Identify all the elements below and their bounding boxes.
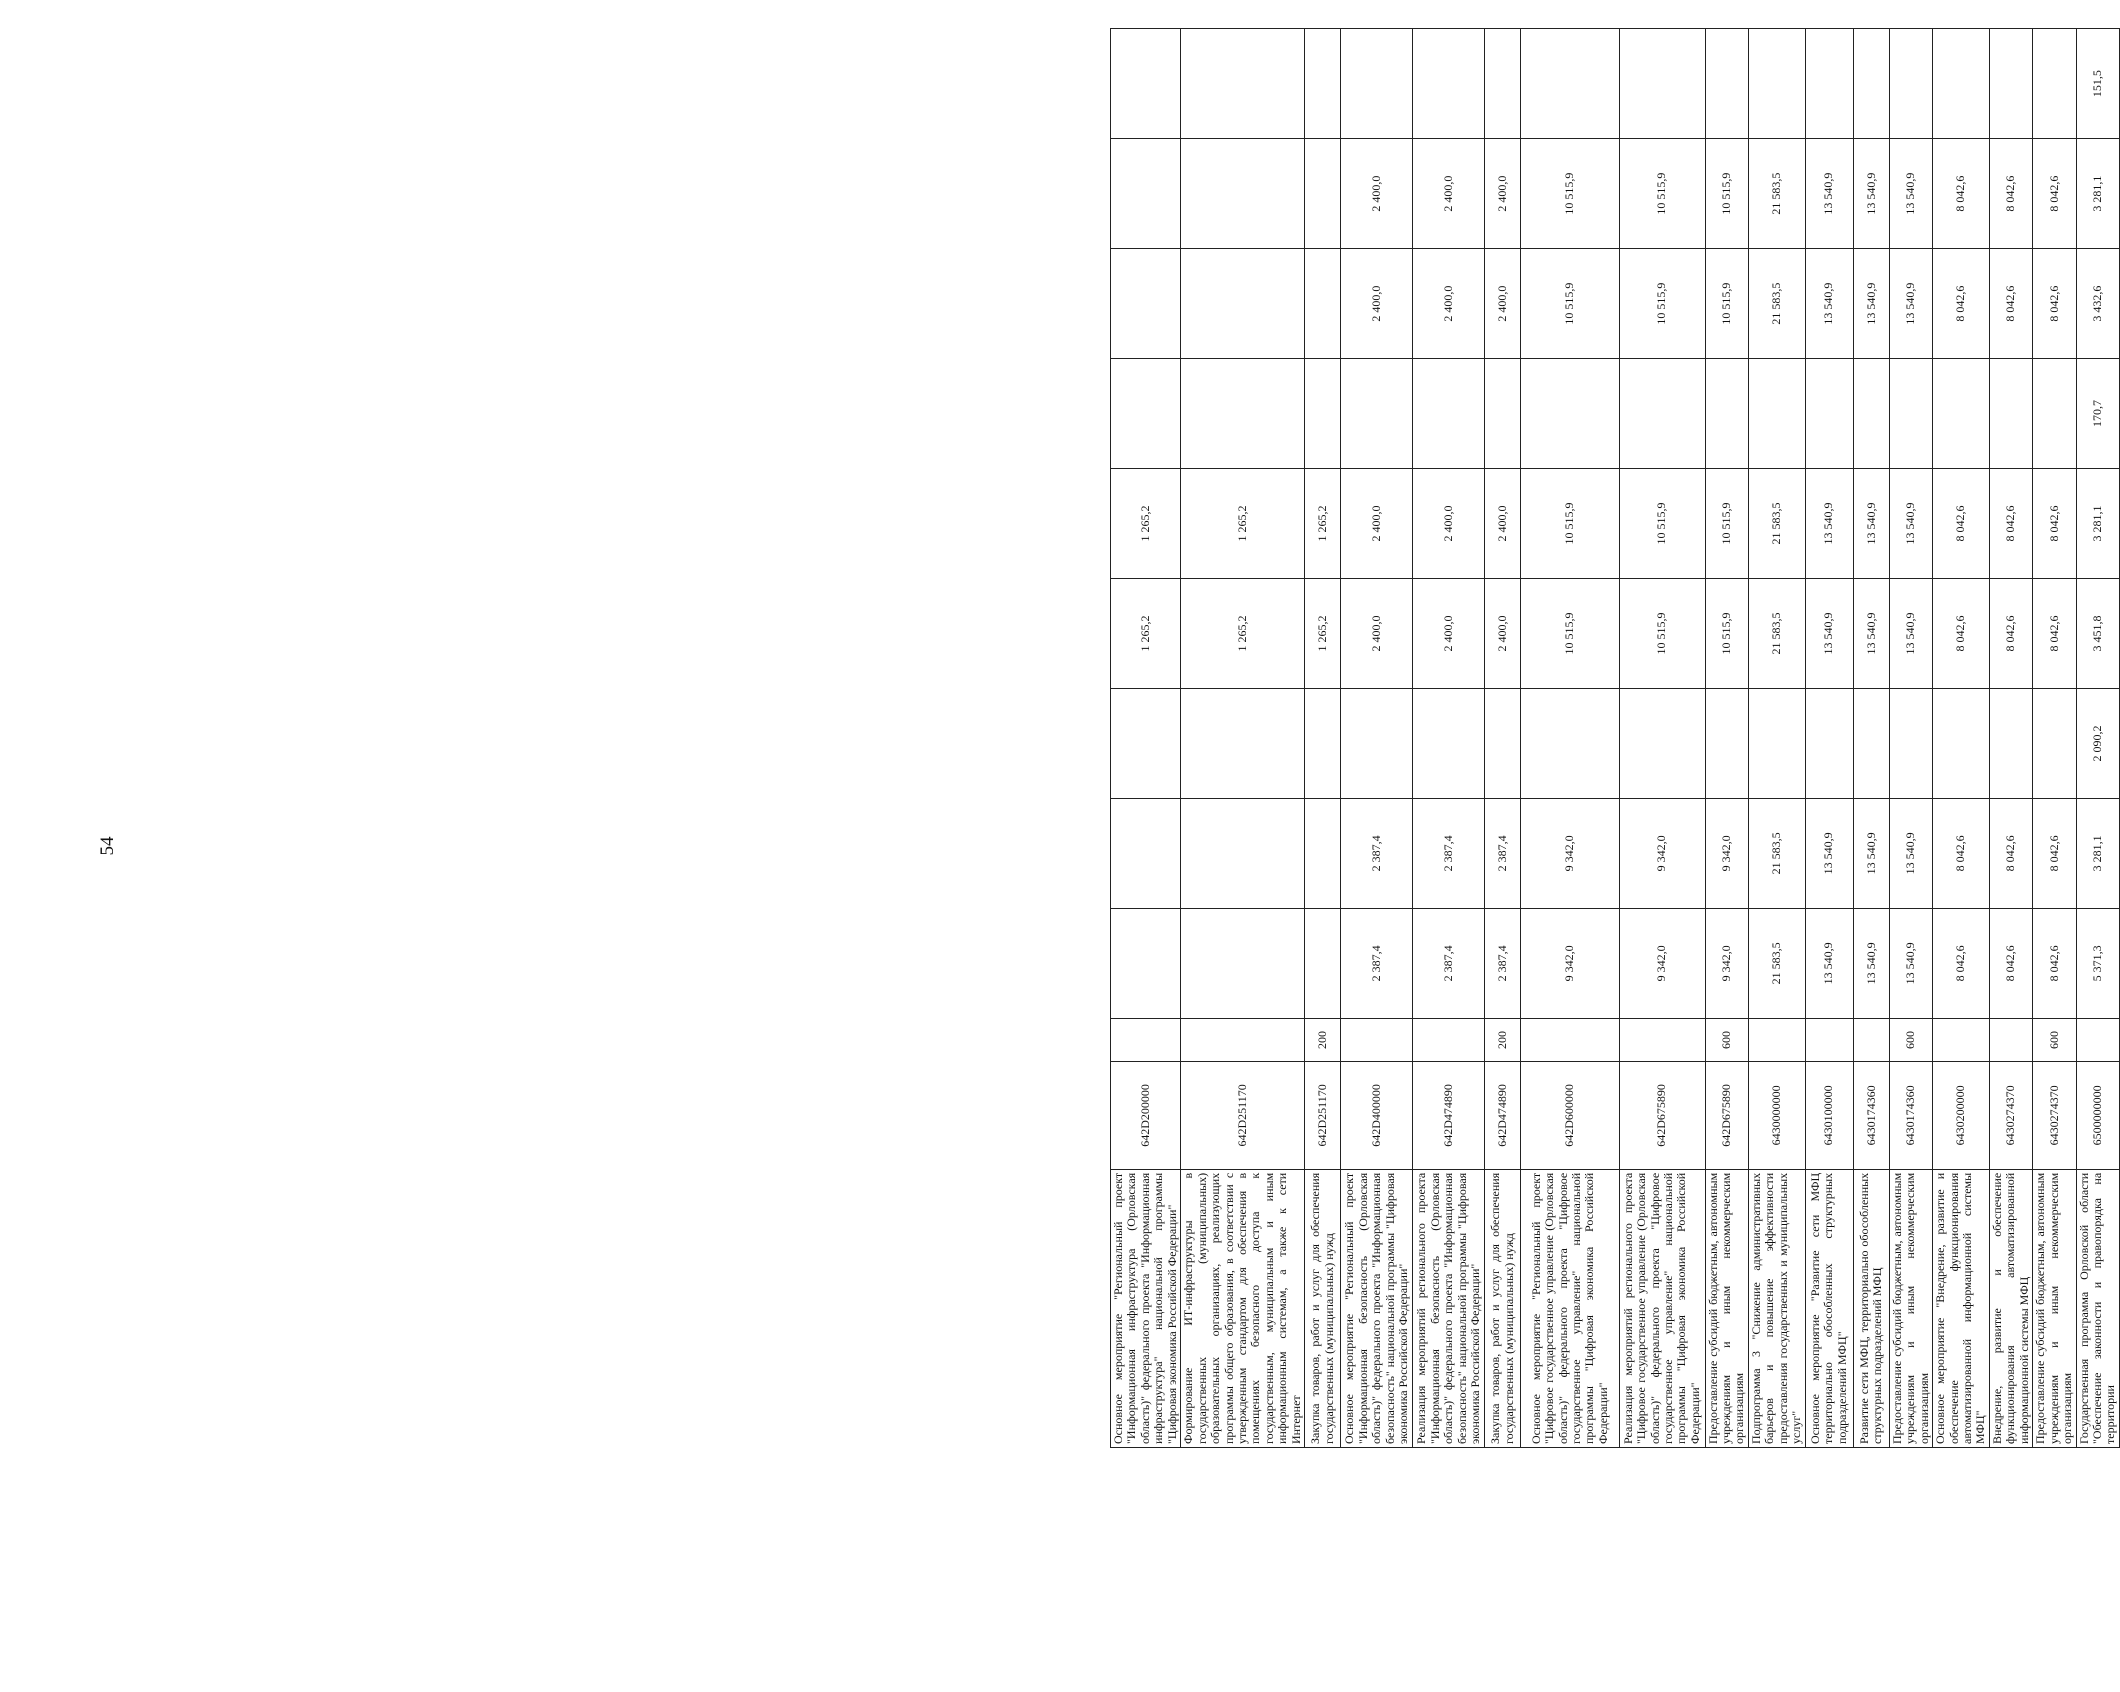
row-name-cell: Основное мероприятие "Региональный проект "Информационная безопасность (Орловская область)" федерального проекта "Информационная безопасность" национальной программы "Цифровая экономика Российской Федерации" <box>1341 1169 1413 1447</box>
row-code-cell: 642D600000 <box>1521 1062 1619 1170</box>
row-value-cell: 13 540,9 <box>1889 908 1932 1018</box>
row-value-cell: 3 281,1 <box>2076 469 2119 579</box>
row-vr-cell: 200 <box>1485 1018 1521 1061</box>
row-value-cell: 8 042,6 <box>1989 908 2032 1018</box>
row-value-cell: 8 042,6 <box>2033 249 2076 359</box>
row-value-cell: 10 515,9 <box>1705 139 1748 249</box>
row-vr-cell <box>1748 1018 1805 1061</box>
row-value-cell: 13 540,9 <box>1853 139 1889 249</box>
table-row <box>1748 29 1805 1448</box>
row-value-cell <box>1619 688 1705 798</box>
row-value-cell: 21 583,5 <box>1748 908 1805 1018</box>
row-name-cell: Развитие сети МФЦ, территориально обособленных структурных подразделений МФЦ <box>1853 1169 1889 1447</box>
row-value-cell: 3 432,6 <box>2076 249 2119 359</box>
row-value-cell: 10 515,9 <box>1619 579 1705 689</box>
row-value-cell: 2 400,0 <box>1485 139 1521 249</box>
row-value-cell: 2 400,0 <box>1485 249 1521 359</box>
row-value-cell: 1 265,2 <box>1111 469 1181 579</box>
row-name-cell: Подпрограмма 3 "Снижение административных барьеров и повышение эффективности предоставления государственных и муниципальных услуг" <box>1748 1169 1805 1447</box>
row-value-cell: 8 042,6 <box>1933 139 1990 249</box>
row-value-cell <box>1305 249 1341 359</box>
row-value-cell: 2 400,0 <box>1485 469 1521 579</box>
budget-table <box>1110 28 2120 1448</box>
row-value-cell: 8 042,6 <box>1989 579 2032 689</box>
row-vr-cell <box>1853 1018 1889 1061</box>
row-value-cell <box>1341 29 1413 139</box>
row-value-cell <box>1181 29 1305 139</box>
row-vr-cell: 600 <box>1705 1018 1748 1061</box>
row-vr-cell: 600 <box>2033 1018 2076 1061</box>
page-number: 54 <box>97 836 118 856</box>
row-code-cell: 6430274370 <box>2033 1062 2076 1170</box>
row-value-cell: 13 540,9 <box>1805 579 1853 689</box>
row-vr-cell <box>1521 1018 1619 1061</box>
row-value-cell <box>1305 139 1341 249</box>
row-value-cell: 9 342,0 <box>1619 798 1705 908</box>
row-value-cell <box>1853 359 1889 469</box>
row-value-cell <box>1305 798 1341 908</box>
row-vr-cell <box>2076 1018 2119 1061</box>
row-value-cell: 3 451,8 <box>2076 579 2119 689</box>
row-value-cell: 21 583,5 <box>1748 249 1805 359</box>
row-code-cell: 6430100000 <box>1805 1062 1853 1170</box>
row-value-cell: 13 540,9 <box>1889 798 1932 908</box>
row-code-cell: 642D474890 <box>1485 1062 1521 1170</box>
row-value-cell <box>1181 688 1305 798</box>
row-value-cell: 2 400,0 <box>1341 469 1413 579</box>
row-value-cell: 10 515,9 <box>1705 579 1748 689</box>
row-value-cell: 2 387,4 <box>1413 908 1485 1018</box>
row-code-cell: 642D474890 <box>1413 1062 1485 1170</box>
row-name-cell: Реализация мероприятий регионального проекта "Информационная безопасность (Орловская область)" федерального проекта "Информационная безопасность" национальной программы "Цифровая экономика Российской Федерации" <box>1413 1169 1485 1447</box>
row-value-cell: 9 342,0 <box>1521 798 1619 908</box>
row-value-cell <box>1413 688 1485 798</box>
row-value-cell <box>1305 359 1341 469</box>
row-value-cell <box>1989 359 2032 469</box>
row-name-cell: Государственная программа Орловской области "Обеспечение законности и правопорядка на территории <box>2076 1169 2119 1447</box>
table-row <box>1181 29 1305 1448</box>
table-row <box>2033 29 2076 1448</box>
row-value-cell: 13 540,9 <box>1853 249 1889 359</box>
row-value-cell <box>1413 359 1485 469</box>
row-vr-cell <box>1341 1018 1413 1061</box>
table-row <box>1705 29 1748 1448</box>
row-value-cell: 8 042,6 <box>1933 798 1990 908</box>
row-value-cell: 13 540,9 <box>1889 469 1932 579</box>
row-code-cell: 6430274370 <box>1989 1062 2032 1170</box>
row-vr-cell: 600 <box>1889 1018 1932 1061</box>
table-row <box>1413 29 1485 1448</box>
row-value-cell: 8 042,6 <box>1989 139 2032 249</box>
row-value-cell <box>1111 908 1181 1018</box>
row-name-cell: Предоставление субсидий бюджетным, автономным учреждениям и иным некоммерческим организациям <box>1889 1169 1932 1447</box>
row-value-cell: 2 400,0 <box>1341 139 1413 249</box>
table-row <box>1933 29 1990 1448</box>
row-value-cell <box>1889 688 1932 798</box>
row-value-cell: 10 515,9 <box>1521 469 1619 579</box>
table-row <box>1853 29 1889 1448</box>
row-value-cell: 21 583,5 <box>1748 469 1805 579</box>
row-value-cell: 21 583,5 <box>1748 579 1805 689</box>
row-value-cell <box>1341 688 1413 798</box>
row-value-cell: 2 387,4 <box>1341 908 1413 1018</box>
row-value-cell <box>1413 29 1485 139</box>
row-value-cell <box>1111 139 1181 249</box>
row-value-cell: 8 042,6 <box>1933 469 1990 579</box>
row-value-cell: 13 540,9 <box>1889 139 1932 249</box>
row-value-cell <box>1111 359 1181 469</box>
row-code-cell: 6430000000 <box>1748 1062 1805 1170</box>
row-value-cell <box>1853 29 1889 139</box>
row-name-cell: Внедрение, развитие и обеспечение функционирования автоматизированной информационной системы МФЦ <box>1989 1169 2032 1447</box>
row-value-cell: 13 540,9 <box>1805 908 1853 1018</box>
row-code-cell: 642D675890 <box>1705 1062 1748 1170</box>
row-vr-cell <box>1989 1018 2032 1061</box>
table-row <box>1111 29 1181 1448</box>
row-value-cell: 1 265,2 <box>1181 469 1305 579</box>
row-value-cell <box>2033 688 2076 798</box>
table-row <box>1619 29 1705 1448</box>
row-name-cell: Реализация мероприятий регионального проекта "Цифровое государственное управление (Орловская область)" федерального проекта "Цифровое государственное управление" национальной программы "Цифровая экономика Российской Федерации" <box>1619 1169 1705 1447</box>
row-value-cell: 13 540,9 <box>1853 579 1889 689</box>
row-value-cell: 2 400,0 <box>1413 249 1485 359</box>
row-value-cell <box>1619 29 1705 139</box>
row-value-cell: 2 400,0 <box>1413 139 1485 249</box>
row-value-cell: 10 515,9 <box>1619 249 1705 359</box>
row-name-cell: Предоставление субсидий бюджетным, автономным учреждениям и иным некоммерческим организациям <box>2033 1169 2076 1447</box>
row-value-cell <box>1181 798 1305 908</box>
row-value-cell: 9 342,0 <box>1705 798 1748 908</box>
row-name-cell: Закупка товаров, работ и услуг для обеспечения государственных (муниципальных) нужд <box>1305 1169 1341 1447</box>
row-vr-cell <box>1619 1018 1705 1061</box>
table-row <box>1989 29 2032 1448</box>
row-value-cell: 1 265,2 <box>1305 469 1341 579</box>
row-code-cell: 642D675890 <box>1619 1062 1705 1170</box>
row-value-cell <box>1521 29 1619 139</box>
row-value-cell: 9 342,0 <box>1619 908 1705 1018</box>
row-value-cell: 13 540,9 <box>1889 249 1932 359</box>
table-row <box>2076 29 2119 1448</box>
row-value-cell <box>1889 359 1932 469</box>
row-value-cell: 2 400,0 <box>1413 579 1485 689</box>
row-value-cell: 10 515,9 <box>1619 469 1705 579</box>
row-value-cell <box>1181 139 1305 249</box>
row-value-cell: 1 265,2 <box>1305 579 1341 689</box>
row-value-cell <box>2033 359 2076 469</box>
row-value-cell: 2 400,0 <box>1485 579 1521 689</box>
table-row <box>1805 29 1853 1448</box>
row-code-cell: 642D251170 <box>1305 1062 1341 1170</box>
row-value-cell <box>1748 688 1805 798</box>
table-row <box>1521 29 1619 1448</box>
row-value-cell <box>2033 29 2076 139</box>
row-value-cell: 1 265,2 <box>1181 579 1305 689</box>
row-value-cell <box>1305 29 1341 139</box>
row-value-cell: 10 515,9 <box>1705 249 1748 359</box>
row-name-cell: Основное мероприятие "Внедрение, развитие и обеспечение функционирования автоматизированной информационной системы МФЦ" <box>1933 1169 1990 1447</box>
row-value-cell <box>1305 688 1341 798</box>
row-value-cell: 10 515,9 <box>1705 469 1748 579</box>
row-value-cell: 8 042,6 <box>1933 579 1990 689</box>
row-value-cell <box>1933 688 1990 798</box>
row-value-cell <box>1181 249 1305 359</box>
row-value-cell: 170,7 <box>2076 359 2119 469</box>
row-value-cell <box>1805 688 1853 798</box>
row-value-cell: 13 540,9 <box>1853 469 1889 579</box>
row-value-cell: 8 042,6 <box>2033 579 2076 689</box>
row-value-cell: 13 540,9 <box>1853 798 1889 908</box>
row-value-cell: 21 583,5 <box>1748 139 1805 249</box>
row-value-cell: 8 042,6 <box>1989 249 2032 359</box>
row-name-cell: Формирование ИТ-инфраструктуры в государственных (муниципальных) образовательных организациях, реализующих программы общего образования, в соответствии с утвержденным стандартом для обеспечения в помещениях безопасного доступа к государственным, муниципальным и иным информационным системам, а также к сети Интернет <box>1181 1169 1305 1447</box>
row-value-cell: 8 042,6 <box>1933 249 1990 359</box>
table-row <box>1305 29 1341 1448</box>
row-value-cell: 2 387,4 <box>1413 798 1485 908</box>
row-value-cell: 8 042,6 <box>2033 798 2076 908</box>
table-row <box>1341 29 1413 1448</box>
row-name-cell: Основное мероприятие "Региональный проект "Цифровое государственное управление (Орловская область)" федерального проекта "Цифровое государственное управление" национальной программы "Цифровая экономика Российской Федерации" <box>1521 1169 1619 1447</box>
row-value-cell <box>1705 359 1748 469</box>
row-code-cell: 6500000000 <box>2076 1062 2119 1170</box>
row-value-cell: 2 387,4 <box>1485 798 1521 908</box>
row-value-cell <box>1111 29 1181 139</box>
row-value-cell: 2 400,0 <box>1341 249 1413 359</box>
row-value-cell: 21 583,5 <box>1748 798 1805 908</box>
row-value-cell: 8 042,6 <box>2033 139 2076 249</box>
row-value-cell <box>1989 29 2032 139</box>
row-value-cell: 8 042,6 <box>2033 908 2076 1018</box>
row-value-cell <box>1521 359 1619 469</box>
row-value-cell <box>1705 688 1748 798</box>
row-name-cell: Предоставление субсидий бюджетным, автономным учреждениям и иным некоммерческим организациям <box>1705 1169 1748 1447</box>
row-value-cell: 2 400,0 <box>1413 469 1485 579</box>
row-value-cell <box>1111 688 1181 798</box>
row-value-cell <box>1485 688 1521 798</box>
row-value-cell <box>1111 798 1181 908</box>
row-value-cell: 8 042,6 <box>2033 469 2076 579</box>
row-value-cell <box>1748 359 1805 469</box>
row-value-cell: 8 042,6 <box>1933 908 1990 1018</box>
row-value-cell <box>1341 359 1413 469</box>
row-vr-cell <box>1111 1018 1181 1061</box>
row-name-cell: Закупка товаров, работ и услуг для обеспечения государственных (муниципальных) нужд <box>1485 1169 1521 1447</box>
row-value-cell <box>1305 908 1341 1018</box>
row-code-cell: 642D251170 <box>1181 1062 1305 1170</box>
table-body <box>1111 29 2120 1448</box>
row-value-cell: 2 400,0 <box>1341 579 1413 689</box>
row-value-cell <box>1805 29 1853 139</box>
row-value-cell: 3 281,1 <box>2076 798 2119 908</box>
row-value-cell <box>1619 359 1705 469</box>
row-value-cell: 3 281,1 <box>2076 139 2119 249</box>
row-vr-cell: 200 <box>1305 1018 1341 1061</box>
row-value-cell: 2 387,4 <box>1341 798 1413 908</box>
row-value-cell: 13 540,9 <box>1805 139 1853 249</box>
row-value-cell: 13 540,9 <box>1889 579 1932 689</box>
row-code-cell: 642D400000 <box>1341 1062 1413 1170</box>
row-value-cell: 151,5 <box>2076 29 2119 139</box>
row-value-cell <box>1485 29 1521 139</box>
row-code-cell: 6430200000 <box>1933 1062 1990 1170</box>
row-value-cell <box>1853 688 1889 798</box>
row-value-cell: 8 042,6 <box>1989 798 2032 908</box>
row-value-cell: 10 515,9 <box>1521 579 1619 689</box>
row-value-cell: 13 540,9 <box>1805 469 1853 579</box>
budget-table-rotated <box>1110 28 2120 1448</box>
row-vr-cell <box>1805 1018 1853 1061</box>
row-value-cell <box>1521 688 1619 798</box>
row-name-cell: Основное мероприятие "Развитие сети МФЦ территориально обособленных структурных подразделений МФЦ" <box>1805 1169 1853 1447</box>
row-value-cell <box>1933 359 1990 469</box>
row-value-cell <box>1933 29 1990 139</box>
row-value-cell: 13 540,9 <box>1805 249 1853 359</box>
row-value-cell <box>1805 359 1853 469</box>
row-value-cell <box>1181 359 1305 469</box>
row-value-cell: 2 090,2 <box>2076 688 2119 798</box>
row-value-cell: 13 540,9 <box>1853 908 1889 1018</box>
row-value-cell <box>1705 29 1748 139</box>
row-value-cell <box>1748 29 1805 139</box>
row-value-cell: 13 540,9 <box>1805 798 1853 908</box>
row-value-cell: 9 342,0 <box>1521 908 1619 1018</box>
row-value-cell <box>1181 908 1305 1018</box>
row-vr-cell <box>1413 1018 1485 1061</box>
row-value-cell: 9 342,0 <box>1705 908 1748 1018</box>
row-value-cell: 8 042,6 <box>1989 469 2032 579</box>
table-row <box>1889 29 1932 1448</box>
row-value-cell: 2 387,4 <box>1485 908 1521 1018</box>
row-value-cell <box>1889 29 1932 139</box>
row-value-cell <box>1989 688 2032 798</box>
row-vr-cell <box>1181 1018 1305 1061</box>
row-value-cell: 1 265,2 <box>1111 579 1181 689</box>
row-name-cell: Основное мероприятие "Региональный проект "Информационная инфраструктура (Орловская область)" федерального проекта "Информационная инфраструктура" национальной программы "Цифровая экономика Российской Федерации" <box>1111 1169 1181 1447</box>
row-code-cell: 6430174360 <box>1853 1062 1889 1170</box>
table-row <box>1485 29 1521 1448</box>
row-value-cell: 10 515,9 <box>1521 139 1619 249</box>
row-value-cell: 10 515,9 <box>1619 139 1705 249</box>
row-code-cell: 642D200000 <box>1111 1062 1181 1170</box>
row-vr-cell <box>1933 1018 1990 1061</box>
row-value-cell: 10 515,9 <box>1521 249 1619 359</box>
row-value-cell <box>1111 249 1181 359</box>
row-code-cell: 6430174360 <box>1889 1062 1932 1170</box>
row-value-cell: 5 371,3 <box>2076 908 2119 1018</box>
row-value-cell <box>1485 359 1521 469</box>
